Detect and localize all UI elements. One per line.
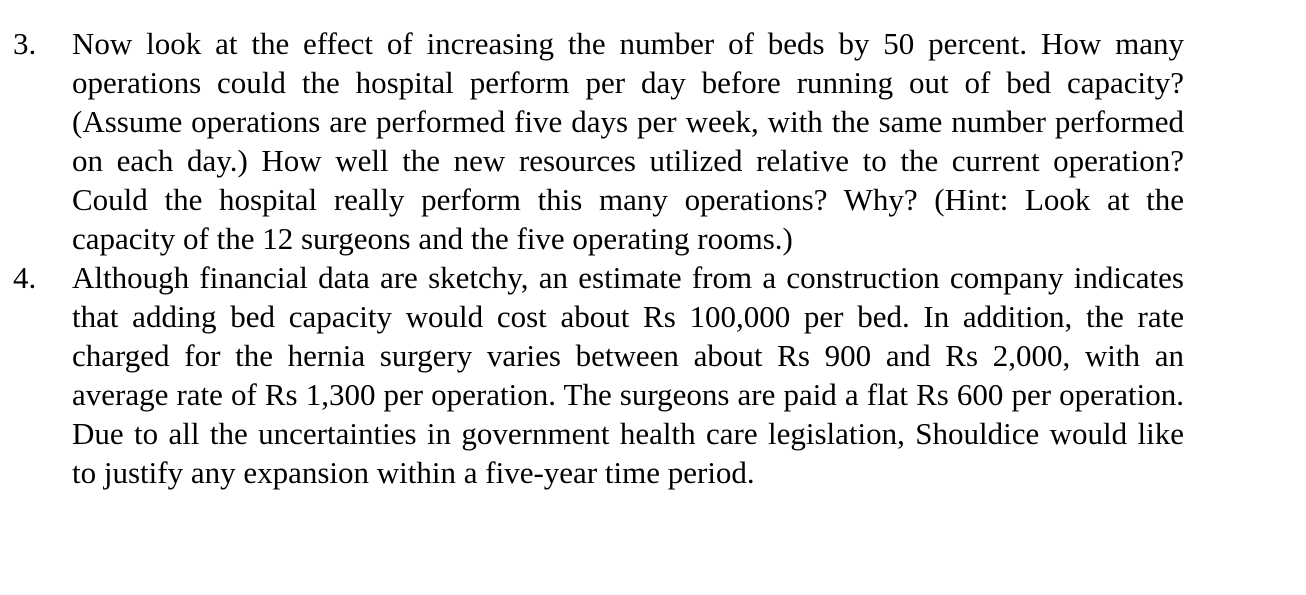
item-text: Although financial data are sketchy, an estimate from a construction company indicates that adding bed capacity would cost about Rs 100,000 per bed. In addition, the rate charged for the hernia surgery varies between about Rs 900 and Rs 2,000, with an average rate of Rs 1,300 per operation. The surgeons are paid a flat Rs 600 per operation. Due to all the uncertainties in government health care legislation, Shouldice would like to justify any expansion within a five-year time period. xyxy=(72,260,1184,490)
list-item-4 xyxy=(0,258,1306,492)
item-text: Now look at the effect of increasing the number of beds by 50 percent. How many operations could the hospital perform per day before running out of bed capacity? (Assume operations are performed five days per week, with the same number performed on each day.) How well the new resources utilized relative to the current operation? Could the hospital really perform this many operations? Why? (Hint: Look at the capacity of the 12 surgeons and the five operating rooms.) xyxy=(72,26,1184,256)
list-item-3 xyxy=(0,24,1306,258)
item-number: 3. xyxy=(13,26,37,61)
document-body xyxy=(0,24,1306,492)
item-number: 4. xyxy=(13,260,37,295)
